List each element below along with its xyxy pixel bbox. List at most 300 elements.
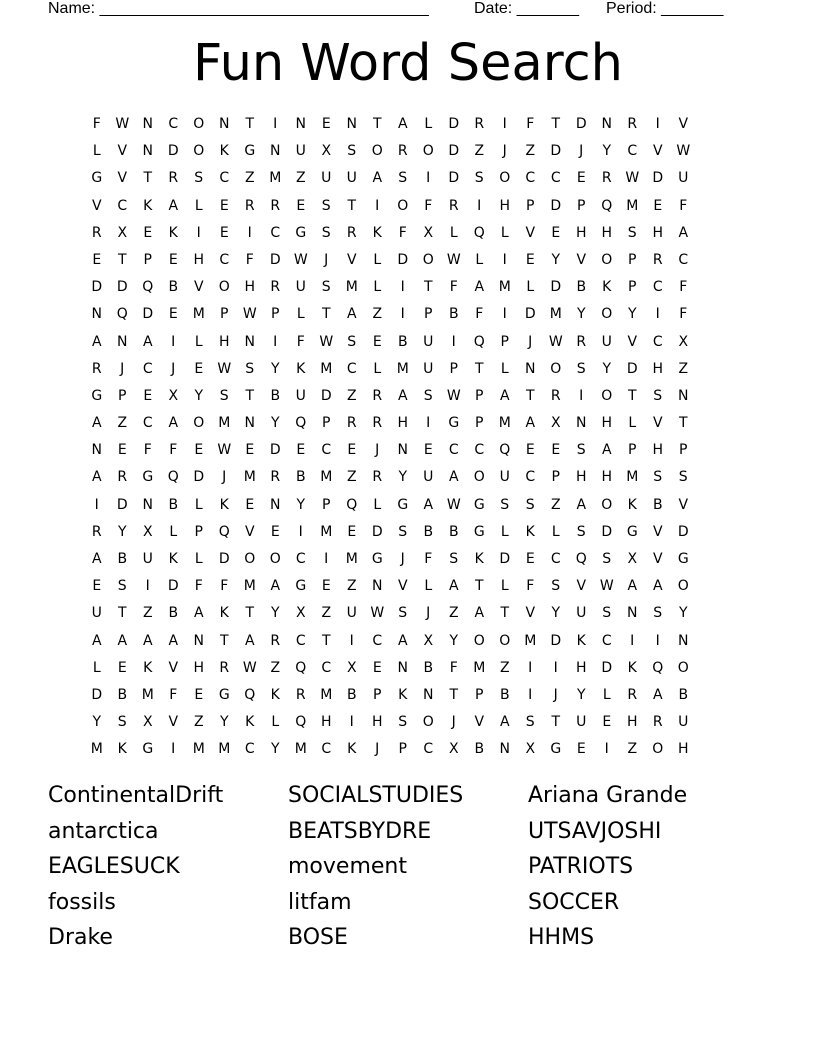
grid-letter[interactable]: D — [116, 279, 128, 296]
grid-letter[interactable]: R — [627, 686, 638, 703]
grid-letter[interactable]: M — [626, 197, 639, 214]
grid-letter[interactable]: A — [652, 686, 663, 703]
grid-letter[interactable]: F — [679, 279, 688, 296]
grid-letter[interactable]: I — [273, 116, 278, 132]
grid-letter[interactable]: N — [219, 116, 230, 132]
grid-letter[interactable]: S — [117, 578, 127, 595]
grid-letter[interactable]: E — [143, 224, 153, 241]
grid-letter[interactable]: Z — [321, 605, 332, 622]
grid-letter[interactable]: C — [550, 170, 561, 187]
grid-letter[interactable]: I — [196, 224, 201, 241]
grid-letter[interactable]: M — [549, 306, 562, 323]
grid-letter[interactable]: E — [219, 197, 229, 214]
grid-letter[interactable]: L — [373, 496, 382, 513]
grid-letter[interactable]: U — [423, 360, 434, 377]
grid-letter[interactable]: T — [627, 387, 637, 404]
grid-letter[interactable]: Y — [678, 605, 688, 622]
grid-letter[interactable]: T — [117, 251, 127, 268]
grid-letter[interactable]: S — [678, 469, 688, 486]
grid-letter[interactable]: U — [295, 279, 306, 296]
grid-letter[interactable]: F — [169, 686, 178, 703]
grid-letter[interactable]: P — [398, 741, 407, 758]
grid-letter[interactable]: D — [269, 442, 281, 459]
grid-letter[interactable]: D — [116, 496, 128, 513]
grid-letter[interactable]: K — [296, 360, 306, 377]
grid-letter[interactable]: X — [448, 741, 459, 758]
grid-letter[interactable]: I — [247, 224, 252, 241]
grid-letter[interactable]: W — [599, 578, 614, 595]
grid-letter[interactable]: Q — [499, 442, 511, 459]
grid-letter[interactable]: C — [321, 442, 332, 459]
grid-letter[interactable]: M — [345, 551, 358, 567]
grid-letter[interactable]: G — [550, 741, 562, 758]
grid-letter[interactable]: C — [219, 170, 230, 187]
grid-letter[interactable]: X — [525, 741, 536, 758]
grid-letter[interactable]: B — [346, 686, 357, 703]
grid-letter[interactable]: R — [270, 632, 281, 649]
grid-letter[interactable]: M — [320, 523, 333, 540]
grid-letter[interactable]: N — [270, 143, 281, 160]
grid-letter[interactable]: N — [244, 333, 255, 350]
grid-letter[interactable]: C — [652, 279, 663, 296]
grid-letter[interactable]: V — [525, 605, 536, 622]
grid-letter[interactable]: N — [372, 578, 383, 595]
grid-letter[interactable]: C — [142, 415, 153, 432]
grid-letter[interactable]: Z — [295, 170, 306, 187]
grid-letter[interactable]: U — [295, 143, 306, 160]
grid-letter[interactable]: V — [117, 170, 128, 187]
grid-letter[interactable]: T — [423, 279, 433, 296]
grid-letter[interactable]: T — [245, 605, 255, 622]
grid-letter[interactable]: V — [576, 251, 587, 268]
grid-letter[interactable]: E — [194, 686, 204, 703]
grid-letter[interactable]: O — [550, 360, 562, 377]
grid-letter[interactable]: Z — [244, 170, 255, 187]
grid-letter[interactable]: S — [347, 333, 357, 350]
grid-letter[interactable]: N — [525, 360, 536, 377]
grid-letter[interactable]: J — [426, 605, 431, 622]
grid-letter[interactable]: T — [551, 714, 561, 731]
grid-letter[interactable]: D — [167, 143, 179, 160]
grid-letter[interactable]: S — [551, 578, 561, 595]
grid-letter[interactable]: F — [475, 306, 484, 323]
grid-letter[interactable]: X — [117, 224, 128, 241]
grid-letter[interactable]: E — [168, 251, 178, 268]
grid-letter[interactable]: A — [142, 333, 153, 350]
grid-letter[interactable]: S — [321, 197, 331, 214]
grid-letter[interactable]: E — [321, 116, 331, 132]
grid-letter[interactable]: E — [168, 306, 178, 323]
grid-letter[interactable]: K — [474, 551, 484, 567]
grid-letter[interactable]: R — [627, 116, 638, 132]
grid-letter[interactable]: F — [194, 578, 203, 595]
grid-letter[interactable]: G — [473, 523, 485, 540]
grid-letter[interactable]: C — [244, 741, 255, 758]
grid-letter[interactable]: X — [627, 551, 638, 567]
grid-letter[interactable]: K — [627, 496, 637, 513]
grid-letter[interactable]: M — [473, 659, 486, 676]
grid-letter[interactable]: P — [526, 197, 535, 214]
grid-letter[interactable]: Y — [296, 496, 306, 513]
grid-letter[interactable]: S — [398, 605, 408, 622]
grid-letter[interactable]: P — [628, 442, 637, 459]
grid-letter[interactable]: A — [142, 632, 153, 649]
grid-letter[interactable]: H — [575, 224, 587, 241]
grid-letter[interactable]: D — [601, 523, 613, 540]
name-blank[interactable]: _____________________________________ — [99, 0, 429, 17]
grid-letter[interactable]: Z — [193, 714, 204, 731]
grid-letter[interactable]: Q — [346, 496, 358, 513]
grid-letter[interactable]: P — [322, 496, 331, 513]
grid-letter[interactable]: D — [167, 578, 179, 595]
grid-letter[interactable]: C — [372, 632, 383, 649]
grid-letter[interactable]: D — [626, 360, 638, 377]
grid-letter[interactable]: Q — [473, 333, 485, 350]
grid-letter[interactable]: Y — [270, 605, 280, 622]
grid-letter[interactable]: I — [94, 496, 99, 513]
grid-letter[interactable]: S — [398, 170, 408, 187]
grid-letter[interactable]: K — [372, 224, 382, 241]
grid-letter[interactable]: O — [269, 551, 281, 567]
grid-letter[interactable]: R — [652, 251, 663, 268]
grid-letter[interactable]: O — [473, 632, 485, 649]
grid-letter[interactable]: Z — [346, 578, 357, 595]
grid-letter[interactable]: I — [502, 251, 507, 268]
grid-letter[interactable]: B — [117, 551, 128, 567]
grid-letter[interactable]: Z — [474, 143, 485, 160]
grid-letter[interactable]: L — [628, 415, 637, 432]
grid-letter[interactable]: F — [143, 442, 152, 459]
grid-letter[interactable]: R — [168, 170, 179, 187]
grid-letter[interactable]: F — [424, 551, 433, 567]
grid-letter[interactable]: S — [525, 714, 535, 731]
grid-letter[interactable]: T — [117, 605, 127, 622]
grid-letter[interactable]: E — [525, 551, 535, 567]
grid-letter[interactable]: Z — [372, 306, 383, 323]
grid-letter[interactable]: E — [551, 442, 561, 459]
grid-letter[interactable]: W — [115, 116, 130, 132]
grid-letter[interactable]: I — [426, 415, 431, 432]
grid-letter[interactable]: U — [423, 333, 434, 350]
grid-letter[interactable]: S — [474, 170, 484, 187]
grid-letter[interactable]: S — [653, 605, 663, 622]
grid-letter[interactable]: O — [601, 387, 613, 404]
grid-letter[interactable]: B — [423, 659, 434, 676]
grid-letter[interactable]: S — [602, 551, 612, 567]
grid-letter[interactable]: K — [219, 605, 229, 622]
grid-letter[interactable]: A — [372, 170, 383, 187]
grid-letter[interactable]: I — [655, 306, 660, 323]
grid-letter[interactable]: I — [400, 279, 405, 296]
grid-letter[interactable]: L — [194, 496, 203, 513]
grid-letter[interactable]: H — [601, 415, 613, 432]
grid-letter[interactable]: P — [475, 415, 484, 432]
grid-letter[interactable]: K — [219, 496, 229, 513]
grid-letter[interactable]: N — [678, 387, 689, 404]
grid-letter[interactable]: Q — [601, 197, 613, 214]
grid-letter[interactable]: U — [321, 170, 332, 187]
grid-letter[interactable]: C — [117, 197, 128, 214]
grid-letter[interactable]: M — [269, 170, 282, 187]
grid-letter[interactable]: J — [579, 143, 584, 160]
grid-letter[interactable]: Y — [602, 143, 612, 160]
date-field[interactable] — [474, 0, 579, 18]
grid-letter[interactable]: L — [475, 251, 484, 268]
grid-letter[interactable]: F — [449, 659, 458, 676]
grid-letter[interactable]: S — [653, 387, 663, 404]
grid-letter[interactable]: Z — [499, 659, 510, 676]
grid-letter[interactable]: H — [677, 741, 689, 758]
grid-letter[interactable]: B — [448, 523, 459, 540]
grid-letter[interactable]: K — [576, 632, 586, 649]
grid-letter[interactable]: L — [271, 714, 280, 731]
grid-letter[interactable]: K — [219, 143, 229, 160]
grid-letter[interactable]: F — [398, 224, 407, 241]
grid-letter[interactable]: M — [396, 360, 409, 377]
grid-letter[interactable]: L — [526, 279, 535, 296]
grid-letter[interactable]: M — [498, 415, 511, 432]
grid-letter[interactable]: O — [499, 632, 511, 649]
grid-letter[interactable]: J — [171, 360, 176, 377]
grid-letter[interactable]: Q — [295, 659, 307, 676]
grid-letter[interactable]: M — [320, 686, 333, 703]
grid-letter[interactable]: C — [525, 469, 536, 486]
grid-letter[interactable]: C — [295, 551, 306, 567]
grid-letter[interactable]: C — [474, 442, 485, 459]
grid-letter[interactable]: L — [602, 686, 611, 703]
grid-letter[interactable]: T — [245, 387, 255, 404]
grid-letter[interactable]: V — [346, 251, 357, 268]
grid-letter[interactable]: Y — [449, 632, 459, 649]
grid-letter[interactable]: Z — [448, 605, 459, 622]
grid-letter[interactable]: K — [143, 197, 153, 214]
date-blank[interactable]: _______ — [516, 0, 579, 17]
grid-letter[interactable]: B — [117, 686, 128, 703]
grid-letter[interactable]: X — [321, 143, 332, 160]
grid-letter[interactable]: D — [320, 387, 332, 404]
grid-letter[interactable]: S — [449, 551, 459, 567]
grid-letter[interactable]: H — [652, 360, 664, 377]
grid-letter[interactable]: R — [91, 360, 102, 377]
grid-letter[interactable]: A — [397, 387, 408, 404]
grid-letter[interactable]: E — [194, 360, 204, 377]
grid-letter[interactable]: V — [168, 714, 179, 731]
grid-letter[interactable]: H — [601, 224, 613, 241]
grid-letter[interactable]: T — [143, 170, 153, 187]
grid-letter[interactable]: P — [475, 686, 484, 703]
grid-letter[interactable]: R — [91, 224, 102, 241]
grid-letter[interactable]: A — [168, 415, 179, 432]
grid-letter[interactable]: Q — [473, 224, 485, 241]
grid-letter[interactable]: V — [525, 224, 536, 241]
grid-letter[interactable]: E — [423, 442, 433, 459]
grid-letter[interactable]: A — [91, 551, 102, 567]
grid-letter[interactable]: S — [219, 387, 229, 404]
grid-letter[interactable]: X — [423, 224, 434, 241]
grid-letter[interactable]: C — [627, 143, 638, 160]
grid-letter[interactable]: Q — [167, 469, 179, 486]
grid-letter[interactable]: G — [142, 469, 154, 486]
grid-letter[interactable]: U — [295, 387, 306, 404]
grid-letter[interactable]: S — [576, 360, 586, 377]
grid-letter[interactable]: X — [168, 387, 179, 404]
grid-letter[interactable]: R — [117, 469, 128, 486]
grid-letter[interactable]: N — [346, 116, 357, 132]
grid-letter[interactable]: I — [171, 741, 176, 758]
grid-letter[interactable]: K — [117, 741, 127, 758]
grid-letter[interactable]: T — [551, 116, 561, 132]
grid-letter[interactable]: M — [345, 279, 358, 296]
grid-letter[interactable]: S — [347, 143, 357, 160]
grid-letter[interactable]: D — [269, 251, 281, 268]
grid-letter[interactable]: Y — [92, 714, 102, 731]
grid-letter[interactable]: A — [474, 605, 485, 622]
grid-letter[interactable]: K — [245, 714, 255, 731]
grid-letter[interactable]: U — [423, 469, 434, 486]
grid-letter[interactable]: X — [423, 632, 434, 649]
grid-letter[interactable]: Q — [652, 659, 664, 676]
grid-letter[interactable]: S — [576, 442, 586, 459]
grid-letter[interactable]: E — [372, 659, 382, 676]
grid-letter[interactable]: D — [601, 659, 613, 676]
grid-letter[interactable]: H — [652, 442, 664, 459]
grid-letter[interactable]: E — [347, 523, 357, 540]
grid-letter[interactable]: D — [652, 170, 664, 187]
grid-letter[interactable]: S — [398, 523, 408, 540]
grid-letter[interactable]: F — [245, 251, 254, 268]
grid-letter[interactable]: G — [142, 741, 154, 758]
grid-letter[interactable]: B — [678, 686, 689, 703]
grid-letter[interactable]: Y — [627, 306, 637, 323]
grid-letter[interactable]: E — [194, 442, 204, 459]
grid-letter[interactable]: F — [220, 578, 229, 595]
grid-letter[interactable]: G — [91, 387, 103, 404]
grid-letter[interactable]: V — [652, 551, 663, 567]
grid-letter[interactable]: V — [678, 116, 689, 132]
grid-letter[interactable]: E — [296, 442, 306, 459]
grid-letter[interactable]: Z — [525, 143, 536, 160]
grid-letter[interactable]: K — [143, 659, 153, 676]
grid-letter[interactable]: O — [601, 251, 613, 268]
grid-letter[interactable]: B — [423, 523, 434, 540]
grid-letter[interactable]: V — [91, 197, 102, 214]
grid-letter[interactable]: Y — [194, 387, 204, 404]
grid-letter[interactable]: N — [244, 415, 255, 432]
grid-letter[interactable]: S — [525, 496, 535, 513]
grid-letter[interactable]: C — [168, 116, 179, 132]
grid-letter[interactable]: W — [242, 659, 257, 676]
grid-letter[interactable]: O — [499, 170, 511, 187]
grid-letter[interactable]: J — [222, 469, 227, 486]
grid-letter[interactable]: D — [193, 469, 205, 486]
grid-letter[interactable]: Q — [575, 551, 587, 567]
grid-letter[interactable]: W — [446, 251, 461, 268]
grid-letter[interactable]: O — [397, 197, 409, 214]
grid-letter[interactable]: A — [397, 632, 408, 649]
grid-letter[interactable]: B — [397, 333, 408, 350]
grid-letter[interactable]: L — [169, 523, 178, 540]
grid-letter[interactable]: C — [346, 360, 357, 377]
grid-letter[interactable]: R — [91, 523, 102, 540]
grid-letter[interactable]: H — [371, 714, 383, 731]
grid-letter[interactable]: J — [120, 360, 125, 377]
grid-letter[interactable]: P — [500, 333, 509, 350]
grid-letter[interactable]: K — [525, 523, 535, 540]
grid-letter[interactable]: A — [499, 387, 510, 404]
grid-letter[interactable]: D — [218, 551, 230, 567]
grid-letter[interactable]: L — [500, 360, 509, 377]
grid-letter[interactable]: B — [474, 741, 485, 758]
grid-letter[interactable]: V — [244, 523, 255, 540]
grid-letter[interactable]: M — [218, 741, 231, 758]
grid-letter[interactable]: B — [499, 686, 510, 703]
grid-letter[interactable]: T — [500, 605, 510, 622]
grid-letter[interactable]: A — [499, 714, 510, 731]
grid-letter[interactable]: P — [194, 523, 203, 540]
grid-letter[interactable]: W — [370, 605, 385, 622]
grid-letter[interactable]: F — [424, 197, 433, 214]
grid-letter[interactable]: U — [678, 170, 689, 187]
grid-letter[interactable]: L — [194, 551, 203, 567]
grid-letter[interactable]: R — [652, 714, 663, 731]
grid-letter[interactable]: W — [293, 251, 308, 268]
grid-letter[interactable]: C — [448, 442, 459, 459]
grid-letter[interactable]: O — [473, 469, 485, 486]
grid-letter[interactable]: C — [142, 360, 153, 377]
grid-letter[interactable]: H — [626, 714, 638, 731]
grid-letter[interactable]: V — [627, 333, 638, 350]
grid-letter[interactable]: F — [92, 116, 101, 132]
grid-letter[interactable]: Z — [117, 415, 128, 432]
grid-letter[interactable]: E — [525, 251, 535, 268]
grid-letter[interactable]: R — [372, 387, 383, 404]
grid-letter[interactable]: D — [677, 523, 689, 540]
grid-letter[interactable]: R — [244, 197, 255, 214]
grid-letter[interactable]: A — [117, 632, 128, 649]
grid-letter[interactable]: E — [117, 442, 127, 459]
grid-letter[interactable]: O — [193, 116, 205, 132]
grid-letter[interactable]: A — [627, 578, 638, 595]
grid-letter[interactable]: L — [194, 197, 203, 214]
grid-letter[interactable]: A — [678, 224, 689, 241]
grid-letter[interactable]: A — [244, 632, 255, 649]
grid-letter[interactable]: M — [141, 686, 154, 703]
grid-letter[interactable]: D — [550, 143, 562, 160]
grid-letter[interactable]: B — [295, 469, 306, 486]
grid-letter[interactable]: G — [677, 551, 689, 567]
grid-letter[interactable]: P — [577, 197, 586, 214]
name-field[interactable] — [48, 0, 429, 18]
grid-letter[interactable]: W — [548, 333, 563, 350]
grid-letter[interactable]: N — [270, 496, 281, 513]
grid-letter[interactable]: B — [576, 279, 587, 296]
grid-letter[interactable]: O — [677, 578, 689, 595]
grid-letter[interactable]: L — [551, 523, 560, 540]
grid-letter[interactable]: D — [142, 306, 154, 323]
grid-letter[interactable]: C — [295, 632, 306, 649]
grid-letter[interactable]: J — [375, 442, 380, 459]
grid-letter[interactable]: H — [499, 197, 511, 214]
grid-letter[interactable]: S — [321, 279, 331, 296]
period-blank[interactable]: _______ — [661, 0, 724, 17]
grid-letter[interactable]: N — [423, 686, 434, 703]
grid-letter[interactable]: M — [192, 741, 205, 758]
grid-letter[interactable]: V — [474, 714, 485, 731]
grid-letter[interactable]: O — [422, 714, 434, 731]
grid-letter[interactable]: T — [449, 686, 459, 703]
grid-letter[interactable]: O — [422, 251, 434, 268]
grid-letter[interactable]: X — [550, 415, 561, 432]
